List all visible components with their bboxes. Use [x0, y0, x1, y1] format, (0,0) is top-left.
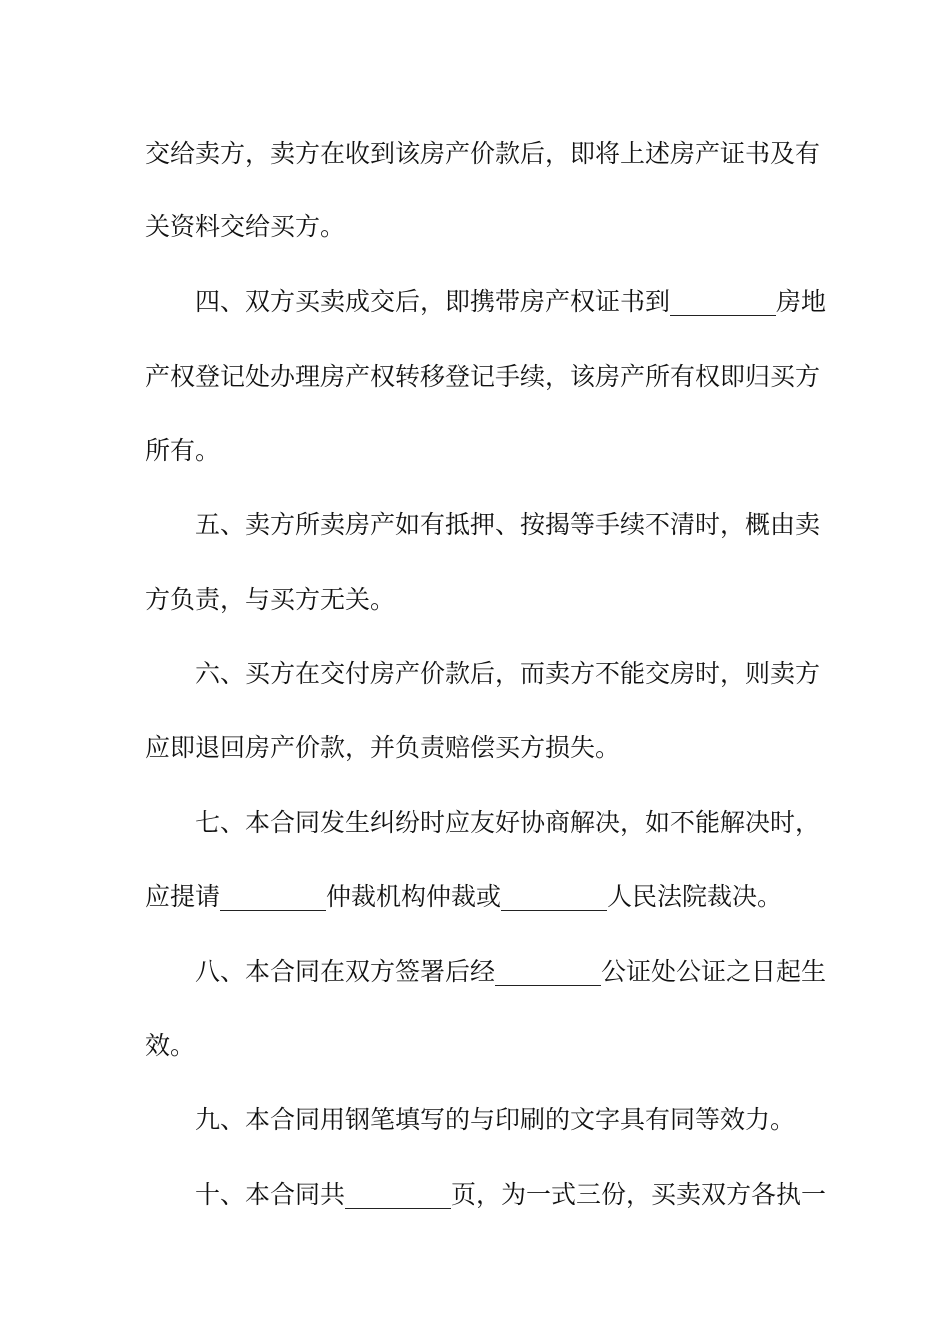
- text-line: [145, 1031, 195, 1061]
- fill-in-blank: [345, 1184, 451, 1209]
- clause-10-line: [195, 1180, 826, 1210]
- text-segment: 方负责，与买方无关。: [145, 585, 396, 614]
- text-segment: 四、双方买卖成交后，即携带房产权证书到: [195, 287, 671, 316]
- text-segment: 所有。: [145, 436, 221, 465]
- clause-9-line: [195, 1105, 795, 1135]
- text-segment: 交给卖方，卖方在收到该房产价款后，即将上述房产证书及有: [145, 139, 821, 168]
- text-segment: 八、本合同在双方签署后经: [195, 957, 496, 986]
- text-line: [145, 436, 220, 466]
- text-segment: 产权登记处办理房产权转移登记手续，该房产所有权即归买方: [145, 362, 821, 391]
- text-segment: 五、卖方所卖房产如有抵押、按揭等手续不清时，概由卖: [195, 510, 821, 539]
- fill-in-blank: [670, 291, 776, 316]
- text-segment: 仲裁机构仲裁或: [326, 882, 502, 911]
- text-segment: 页，为一式三份，买卖双方各执一: [451, 1180, 827, 1209]
- text-line: [145, 733, 620, 763]
- clause-7-line: [195, 808, 820, 838]
- text-segment: 人民法院裁决。: [607, 882, 783, 911]
- fill-in-blank: [501, 886, 607, 911]
- text-line: [145, 882, 782, 912]
- text-segment: 应提请: [145, 882, 221, 911]
- text-segment: 房地: [776, 287, 827, 316]
- text-segment: 九、本合同用钢笔填写的与印刷的文字具有同等效力。: [195, 1105, 796, 1134]
- fill-in-blank: [220, 886, 326, 911]
- text-segment: 公证处公证之日起生: [601, 957, 827, 986]
- text-segment: 效。: [145, 1031, 196, 1060]
- text-segment: 十、本合同共: [195, 1180, 346, 1209]
- clause-6-line: [195, 659, 820, 689]
- text-segment: 关资料交给买方。: [145, 212, 346, 241]
- text-segment: 六、买方在交付房产价款后，而卖方不能交房时，则卖方: [195, 659, 821, 688]
- text-segment: 七、本合同发生纠纷时应友好协商解决，如不能解决时，: [195, 808, 821, 837]
- text-line: [145, 212, 345, 242]
- text-line: [145, 362, 820, 392]
- text-line: [145, 139, 820, 169]
- fill-in-blank: [495, 961, 601, 986]
- text-line: [145, 585, 395, 615]
- clause-4-line: [195, 287, 826, 317]
- text-segment: 应即退回房产价款，并负责赔偿买方损失。: [145, 733, 621, 762]
- clause-8-line: [195, 957, 826, 987]
- clause-5-line: [195, 510, 820, 540]
